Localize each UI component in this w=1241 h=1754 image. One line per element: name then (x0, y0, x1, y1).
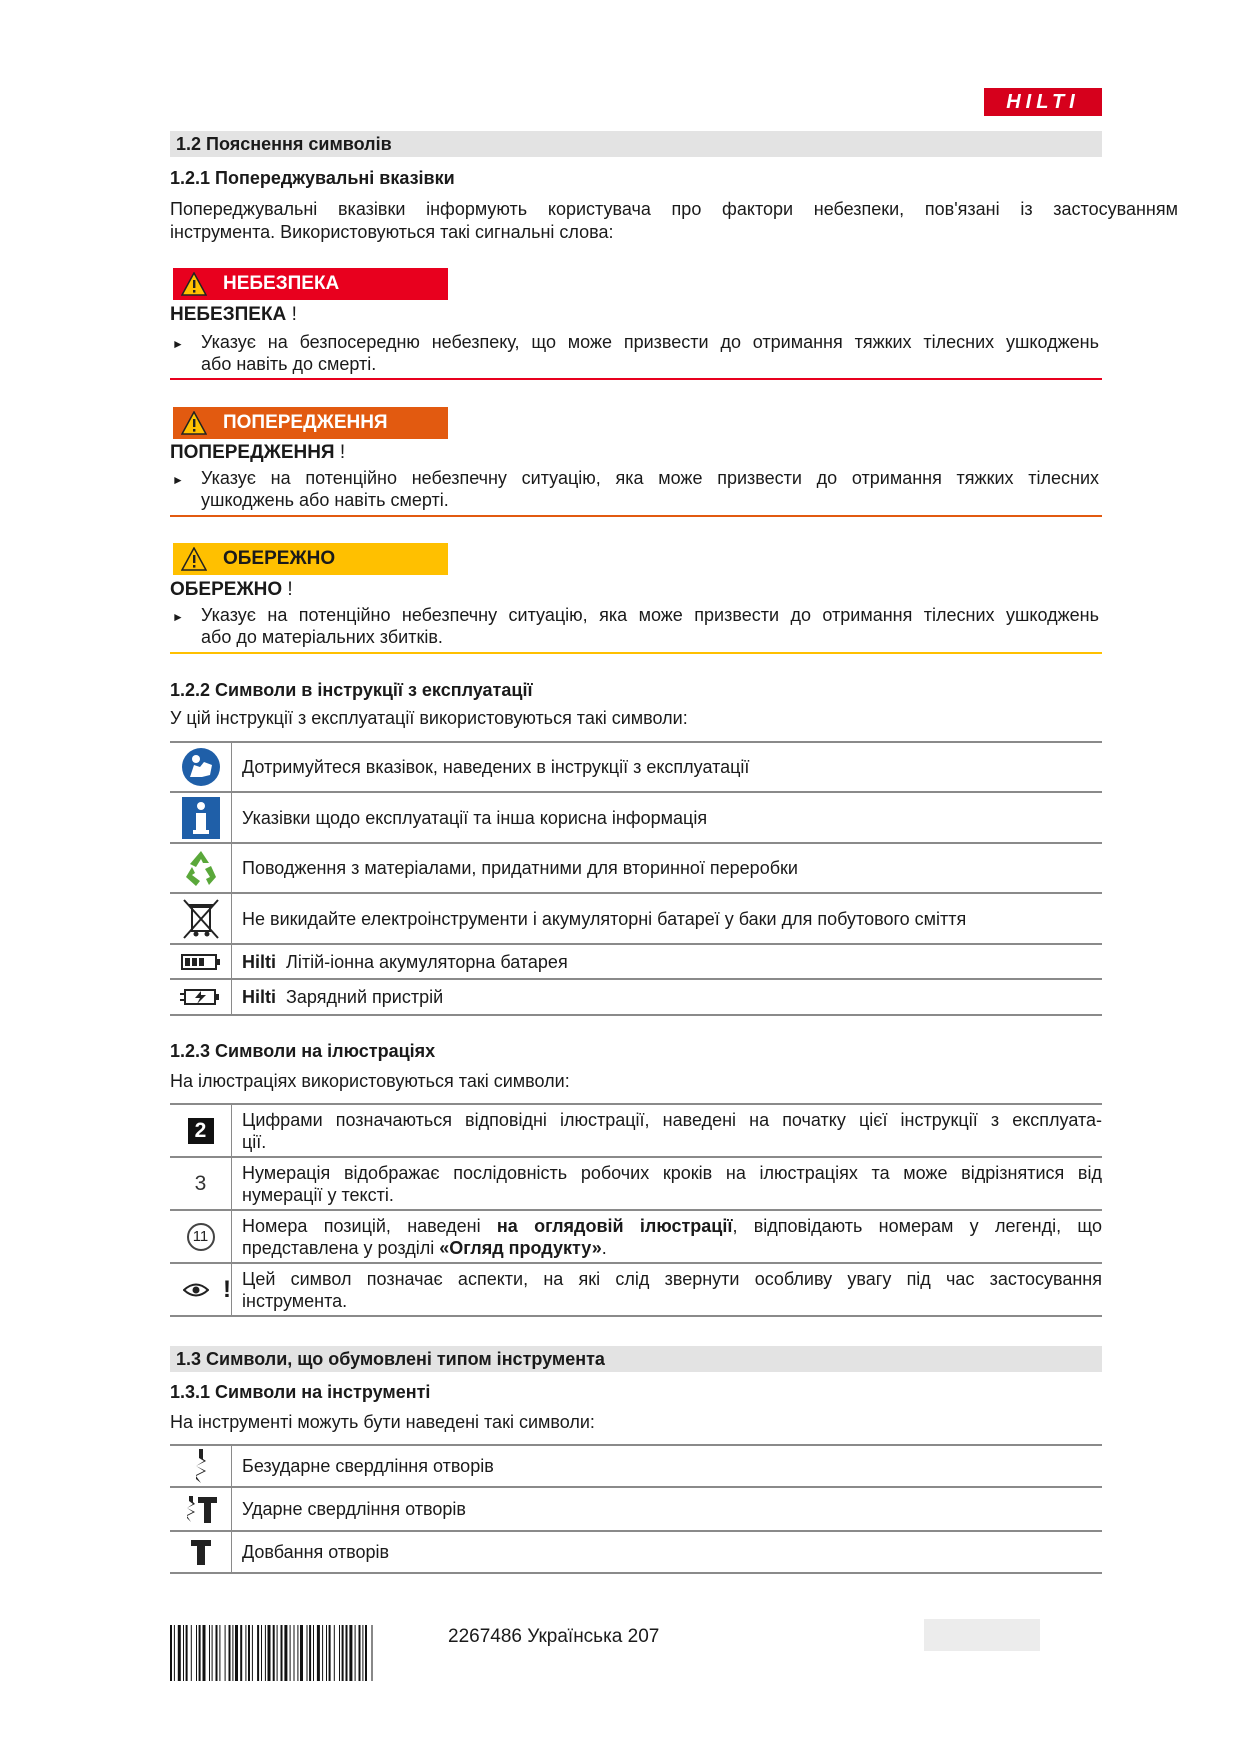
barcode-bar (307, 1625, 308, 1681)
table-row (170, 1210, 1102, 1263)
barcode-bar (372, 1625, 373, 1681)
section-title-1-2: 1.2 Пояснення символів (170, 131, 1102, 157)
warning-label-box (173, 407, 448, 439)
symbol-description: Поводження з матеріалами, придатними для вторинної переробки (232, 843, 1103, 893)
position-number-icon: 11 (187, 1223, 215, 1251)
intro-paragraph: Попереджувальні вказівки інформують користувача про фактори небезпеки, пов'язані із застосуванням інструмента. Використовуються такі сигнальні слова: (170, 199, 1178, 242)
table-row (170, 1487, 1102, 1531)
barcode-bar (199, 1625, 201, 1681)
rotary-drilling-icon (193, 1449, 209, 1483)
barcode-bar (294, 1625, 295, 1681)
barcode-bar (297, 1625, 298, 1681)
barcode-bar (240, 1625, 242, 1681)
footer-page-info: 2267486 Українська 207 (448, 1626, 660, 1647)
barcode-bar (342, 1625, 344, 1681)
table-row (170, 742, 1102, 792)
barcode-bar (186, 1625, 188, 1681)
barcode-bar (359, 1625, 361, 1681)
symbol-description: Ударне свердління отворів (232, 1487, 1103, 1531)
symbols-intro: У цій інструкції з експлуатації використовуються такі символи: (170, 708, 688, 728)
symbol-description: Довбання отворів (232, 1531, 1103, 1573)
symbol-description: Цей символ позначає аспекти, на які слід звернути особливу увагу під час застосування інструмента. (232, 1263, 1103, 1316)
section-title-1-3-1: 1.3.1 Символи на інструменті (170, 1382, 431, 1402)
figure-number-icon: 2 (188, 1118, 214, 1144)
barcode-bar (365, 1625, 367, 1681)
bullet-icon: ► (172, 473, 184, 487)
table-row (170, 1531, 1102, 1573)
barcode-bar (257, 1625, 259, 1681)
barcode-bar (252, 1625, 253, 1681)
danger-description: Указує на безпосередню небезпеку, що може призвести до отримання тяжких тілесних ушкоджень або навіть до смерті. (201, 332, 1099, 374)
table-row (170, 792, 1102, 843)
table-row (170, 1445, 1102, 1487)
barcode-bar (265, 1625, 266, 1681)
symbol-description: Дотримуйтеся вказівок, наведених в інструкції з експлуатації (232, 742, 1103, 792)
barcode-bar (300, 1625, 303, 1681)
caution-label: ОБЕРЕЖНО (223, 548, 336, 569)
barcode-bar (203, 1625, 206, 1681)
barcode-bar (284, 1625, 287, 1681)
charger-icon (179, 986, 223, 1008)
symbol-description: Номера позицій, наведені на оглядовій ілюстрації, відповідають номерам у легенді, що представлена у розділі «Огляд продукту». (232, 1210, 1103, 1263)
danger-label: НЕБЕЗПЕКА (223, 273, 340, 294)
barcode-bar (277, 1625, 278, 1681)
caution-label-box (173, 543, 448, 575)
tool-symbols-intro: На інструменті можуть бути наведені такі символи: (170, 1412, 595, 1432)
barcode-bar (362, 1625, 363, 1681)
table-row (170, 1157, 1102, 1210)
barcode-bar (322, 1625, 323, 1681)
barcode-bar (346, 1625, 348, 1681)
barcode (170, 1625, 428, 1681)
barcode-bar (174, 1625, 175, 1681)
barcode-bar (232, 1625, 233, 1681)
barcode-bar (334, 1625, 335, 1681)
info-icon (182, 797, 220, 839)
recycle-icon (180, 847, 222, 889)
table-row (170, 893, 1102, 944)
barcode-bar (313, 1625, 314, 1681)
barcode-bar (196, 1625, 197, 1681)
bullet-icon: ► (172, 337, 184, 351)
barcode-bar (191, 1625, 192, 1681)
barcode-bar (273, 1625, 275, 1681)
barcode-bar (183, 1625, 184, 1681)
tool-symbols-table (170, 1444, 1102, 1574)
danger-heading: НЕБЕЗПЕКА ! (170, 304, 297, 325)
table-row (170, 979, 1102, 1015)
section-title-1-2-2: 1.2.2 Символи в інструкції з експлуатації (170, 680, 533, 700)
warning-triangle-icon (181, 411, 207, 435)
barcode-bar (170, 1625, 172, 1681)
barcode-bar (216, 1625, 218, 1681)
barcode-bar (248, 1625, 250, 1681)
battery-icon (181, 953, 221, 971)
caution-divider (170, 652, 1102, 654)
symbol-description: Hilti Літій-іонна акумуляторна батарея (232, 944, 1103, 979)
section-title-1-2-3: 1.2.3 Символи на ілюстраціях (170, 1041, 436, 1061)
symbol-description: Безударне свердління отворів (232, 1445, 1103, 1487)
barcode-bar (355, 1625, 356, 1681)
bullet-icon: ► (172, 610, 184, 624)
hilti-logo: HILTI (984, 88, 1102, 116)
chiseling-icon (190, 1538, 212, 1566)
barcode-bar (261, 1625, 262, 1681)
barcode-bar (229, 1625, 231, 1681)
manual-symbols-table (170, 741, 1102, 1016)
danger-divider (170, 378, 1102, 380)
barcode-bar (290, 1625, 291, 1681)
barcode-bar (225, 1625, 226, 1681)
barcode-bar (339, 1625, 340, 1681)
barcode-bar (309, 1625, 311, 1681)
barcode-bar (219, 1625, 220, 1681)
table-row (170, 843, 1102, 893)
step-number-icon: 3 (194, 1171, 207, 1195)
warning-heading: ПОПЕРЕДЖЕННЯ ! (170, 442, 346, 463)
hammer-drilling-icon (184, 1494, 218, 1524)
symbol-description: Указівки щодо експлуатації та інша корисна інформація (232, 792, 1103, 843)
symbol-description: Цифрами позначаються відповідні ілюстрації, наведені на початку цієї інструкції з експлуата- ції. (232, 1104, 1103, 1157)
caution-description: Указує на потенційно небезпечну ситуацію, яка може призвести до отримання тілесних ушкоджень або до матеріальних збитків. (201, 605, 1099, 647)
barcode-bar (317, 1625, 320, 1681)
barcode-bar (245, 1625, 246, 1681)
table-row (170, 1263, 1102, 1316)
footer-gray-box (924, 1619, 1040, 1651)
warning-divider (170, 515, 1102, 517)
symbol-description: Нумерація відображає послідовність робочих кроків на ілюстраціях та може відрізнятися від нумерації у тексті. (232, 1157, 1103, 1210)
symbol-description: Hilti Зарядний пристрій (232, 979, 1103, 1015)
warning-triangle-icon (181, 272, 207, 296)
table-row (170, 1104, 1102, 1157)
illustration-symbols-table (170, 1103, 1102, 1317)
warning-description: Указує на потенційно небезпечну ситуацію, яка може призвести до отримання тяжких тілесних ушкоджень або навіть смерті. (201, 468, 1099, 510)
danger-label-box (173, 268, 448, 300)
section-title-1-3: 1.3 Символи, що обумовлені типом інструмента (170, 1346, 1102, 1372)
barcode-bar (349, 1625, 352, 1681)
attention-eye-icon: ! (170, 1276, 231, 1304)
symbol-description: Не викидайте електроінструменти і акумуляторні батареї у баки для побутового сміття (232, 893, 1103, 944)
barcode-bar (212, 1625, 213, 1681)
barcode-bar (235, 1625, 238, 1681)
caution-heading: ОБЕРЕЖНО ! (170, 579, 293, 600)
barcode-bar (209, 1625, 210, 1681)
barcode-bar (268, 1625, 271, 1681)
table-row (170, 944, 1102, 979)
no-trash-bin-icon (180, 897, 222, 941)
barcode-bar (329, 1625, 331, 1681)
warning-label: ПОПЕРЕДЖЕННЯ (223, 412, 388, 433)
read-manual-icon (181, 747, 221, 787)
barcode-bar (281, 1625, 283, 1681)
barcode-bar (326, 1625, 327, 1681)
barcode-bar (178, 1625, 181, 1681)
warning-triangle-icon (181, 547, 207, 571)
illustration-symbols-intro: На ілюстраціях використовуються такі символи: (170, 1071, 570, 1091)
section-title-1-2-1: 1.2.1 Попереджувальні вказівки (170, 168, 455, 188)
